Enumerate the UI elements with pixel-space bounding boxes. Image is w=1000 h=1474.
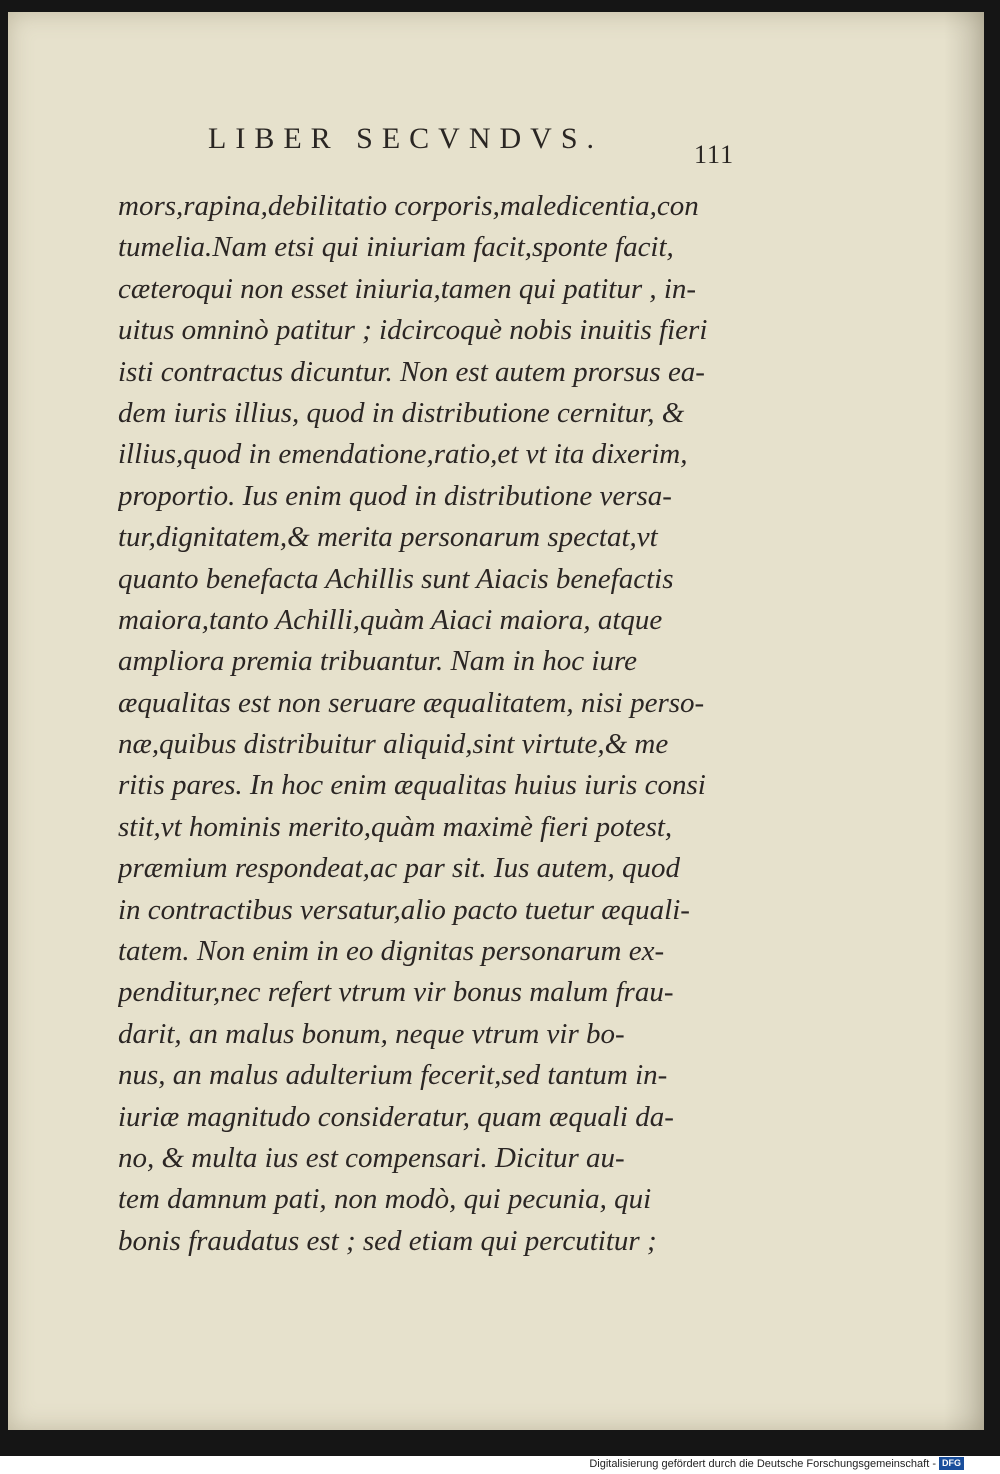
text-line: tumelia.Nam etsi qui iniuriam facit,sponte facit, [118, 231, 674, 264]
text-line: ritis pares. In hoc enim æqualitas huius iuris consi [118, 769, 706, 802]
book-page [8, 12, 984, 1430]
dfg-logo-icon: DFG [939, 1457, 964, 1470]
credit-text: Digitalisierung gefördert durch die Deutsche Forschungsgemeinschaft - [589, 1457, 936, 1470]
text-line: tem damnum pati, non modò, qui pecunia, qui [118, 1183, 652, 1216]
text-line: nus, an malus adulterium fecerit,sed tantum in- [118, 1059, 668, 1092]
text-line: illius,quod in emendatione,ratio,et vt ita dixerim, [118, 438, 688, 471]
text-block [118, 186, 740, 1262]
text-line: tatem. Non enim in eo dignitas personarum ex- [118, 935, 665, 968]
text-line: darit, an malus bonum, neque vtrum vir bo- [118, 1017, 625, 1050]
text-line: æqualitas est non seruare æqualitatem, nisi perso- [118, 686, 705, 719]
digitization-credit [589, 1457, 964, 1470]
text-line: præmium respondeat,ac par sit. Ius autem, quod [118, 852, 680, 885]
text-line: næ,quibus distribuitur aliquid,sint virtute,& me [118, 728, 669, 761]
text-line: cæteroqui non esset iniuria,tamen qui patitur , in- [118, 272, 697, 305]
text-line: no, & multa ius est compensari. Dicitur au- [118, 1141, 625, 1174]
text-line: mors,rapina,debilitatio corporis,maledicentia,con [118, 190, 699, 222]
text-line: in contractibus versatur,alio pacto tuetur æquali- [118, 893, 690, 926]
text-line: quanto benefacta Achillis sunt Aiacis benefactis [118, 562, 674, 595]
text-line: isti contractus dicuntur. Non est autem prorsus ea- [118, 355, 705, 388]
text-line: tur,dignitatem,& merita personarum spectat,vt [118, 521, 658, 554]
text-line: uitus omninò patitur ; idcircoquè nobis inuitis fieri [118, 314, 708, 347]
text-line: bonis fraudatus est ; sed etiam qui percutitur ; [118, 1224, 657, 1257]
text-line: stit,vt hominis merito,quàm maximè fieri potest, [118, 810, 673, 843]
text-line: ampliora premia tribuantur. Nam in hoc iure [118, 645, 638, 678]
text-line: proportio. Ius enim quod in distributione versa- [118, 479, 672, 512]
text-line: penditur,nec refert vtrum vir bonus malum frau- [118, 976, 674, 1009]
text-line: iuriæ magnitudo consideratur, quam æquali da- [118, 1100, 674, 1133]
text-line: dem iuris illius, quod in distributione cernitur, & [118, 396, 685, 429]
text-line: maiora,tanto Achilli,quàm Aiaci maiora, atque [118, 603, 663, 636]
page-number: 111 [694, 140, 735, 169]
running-head: LIBER SECVNDVS. [208, 122, 604, 155]
